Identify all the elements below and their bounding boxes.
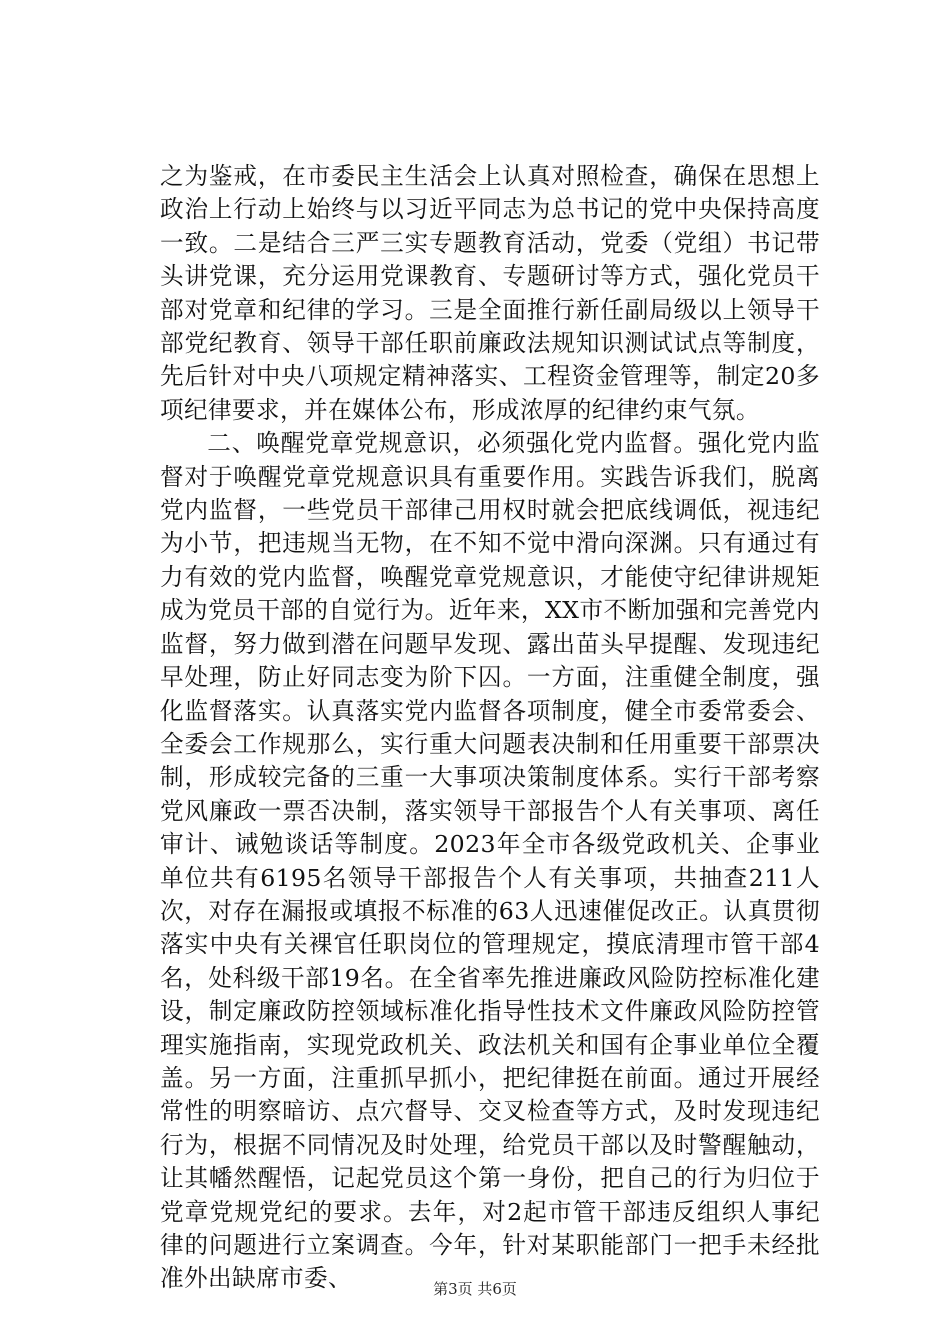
paragraph-continuation: 之为鉴戒，在市委民主生活会上认真对照检查，确保在思想上政治上行动上始终与以习近平同志为总书记的党中央保持高度一致。二是结合三严三实专题教育活动，党委（党组）书记带头讲党课，充分运用党课教育、专题研讨等方式，强化党员干部对党章和纪律的学习。三是全面推行新任副局级以上领导干部党纪教育、领导干部任职前廉政法规知识测试试点等制度，先后针对中央八项规定精神落实、工程资金管理等，制定20多项纪律要求，并在媒体公布，形成浓厚的纪律约束气氛。 xyxy=(160,162,820,424)
page-footer: 第3页 共6页 xyxy=(433,1280,517,1298)
document-body xyxy=(160,160,820,1296)
paragraph-section-two: 二、唤醒党章党规意识，必须强化党内监督。强化党内监督对于唤醒党章党规意识具有重要作用。实践告诉我们，脱离党内监督，一些党员干部律己用权时就会把底线调低，视违纪为小节，把违规当无物，在不知不觉中滑向深渊。只有通过有力有效的党内监督，唤醒党章党规意识，才能使守纪律讲规矩成为党员干部的自觉行为。近年来，XX市不断加强和完善党内监督，努力做到潜在问题早发现、露出苗头早提醒、发现违纪早处理，防止好同志变为阶下囚。一方面，注重健全制度，强化监督落实。认真落实党内监督各项制度，健全市委常委会、全委会工作规那么，实行重大问题表决制和任用重要干部票决制，形成较完备的三重一大事项决策制度体系。实行干部考察党风廉政一票否决制，落实领导干部报告个人有关事项、离任审计、诫勉谈话等制度。2023年全市各级党政机关、企事业单位共有6195名领导干部报告个人有关事项，共抽查211人次，对存在漏报或填报不标准的63人迅速催促改正。认真贯彻落实中央有关裸官任职岗位的管理规定，摸底清理市管干部4名，处科级干部19名。在全省率先推进廉政风险防控标准化建设，制定廉政防控领域标准化指导性技术文件廉政风险防控管理实施指南，实现党政机关、政法机关和国有企事业单位全覆盖。另一方面，注重抓早抓小，把纪律挺在前面。通过开展经常性的明察暗访、点穴督导、交叉检查等方式，及时发现违纪行为，根据不同情况及时处理，给党员干部以及时警醒触动，让其幡然醒悟，记起党员这个第一身份，把自己的行为归位于党章党规党纪的要求。去年，对2起市管干部违反组织人事纪律的问题进行立案调查。今年，针对某职能部门一把手未经批准外出缺席市委、 xyxy=(160,429,820,1293)
